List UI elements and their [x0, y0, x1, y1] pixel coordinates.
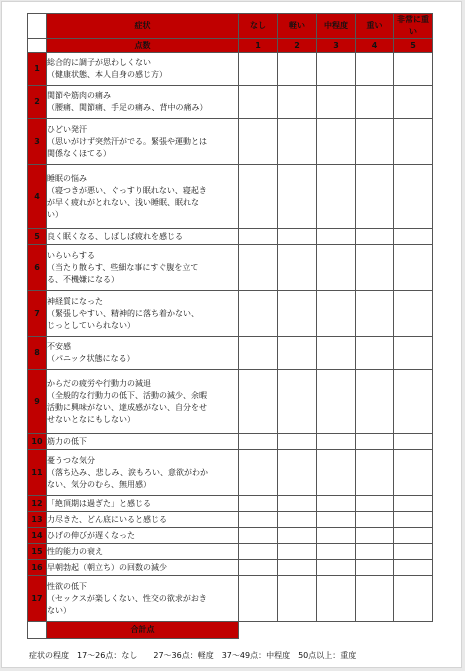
score-cell-1[interactable]: [239, 496, 278, 512]
symptom-row: [28, 337, 433, 370]
score-cell-1[interactable]: [239, 434, 278, 450]
symptom-row: [28, 576, 433, 622]
score-cell-3[interactable]: [317, 496, 356, 512]
row-number: 2: [28, 86, 47, 119]
score-cell-1[interactable]: [239, 560, 278, 576]
score-cell-5[interactable]: [394, 245, 433, 291]
score-cell-3[interactable]: [317, 434, 356, 450]
symptom-row: [28, 528, 433, 544]
symptom-description: [47, 86, 239, 119]
score-cell-3[interactable]: [317, 86, 356, 119]
symptom-row: [28, 229, 433, 245]
symptom-text-line: 力尽きた、どん底にいると感じる: [47, 514, 167, 524]
symptom-text-line: が早く疲れがとれない、浅い睡眠、眠れな: [47, 197, 199, 207]
symptom-text-line: い）: [47, 209, 63, 219]
symptom-description: [47, 245, 239, 291]
row-number: 3: [28, 119, 47, 165]
score-cell-2[interactable]: [278, 544, 317, 560]
score-cell-5[interactable]: [394, 337, 433, 370]
symptom-description: [47, 337, 239, 370]
symptom-text-line: 関係なくほてる）: [47, 148, 111, 158]
score-cell-1[interactable]: [239, 512, 278, 528]
symptom-text-line: 睡眠の悩み: [47, 173, 87, 183]
questionnaire-sheet: [1, 1, 462, 668]
symptom-row: [28, 560, 433, 576]
symptom-row: [28, 86, 433, 119]
total-label: 合計点: [47, 622, 239, 639]
score-cell-4[interactable]: [356, 119, 394, 165]
score-cell-5[interactable]: [394, 512, 433, 528]
score-cell-2[interactable]: [278, 229, 317, 245]
symptom-text-line: せないとなにもしない）: [47, 414, 135, 424]
score-5: 5: [394, 39, 433, 53]
symptom-text-line: からだの疲労や行動力の減退: [47, 378, 151, 388]
symptom-row: [28, 119, 433, 165]
symptom-text-line: 良く眠くなる、しばしば疲れを感じる: [47, 231, 183, 241]
symptom-text-line: 総合的に調子が思わしくない: [47, 58, 151, 67]
symptom-text-line: 性欲の低下: [47, 581, 87, 591]
symptom-row: [28, 165, 433, 229]
score-cell-3[interactable]: [317, 560, 356, 576]
symptom-text-line: 「絶頂期は過ぎた」と感じる: [47, 498, 151, 508]
header-symptom: 症状: [47, 14, 239, 39]
symptom-description: [47, 560, 239, 576]
score-cell-2[interactable]: [278, 370, 317, 434]
symptom-text-line: 筋力の低下: [47, 436, 87, 446]
score-cell-2[interactable]: [278, 576, 317, 622]
score-cell-4[interactable]: [356, 544, 394, 560]
symptom-description: [47, 544, 239, 560]
symptom-description: [47, 434, 239, 450]
symptom-description: [47, 53, 239, 86]
score-cell-4[interactable]: [356, 512, 394, 528]
score-cell-3[interactable]: [317, 576, 356, 622]
symptom-text-line: る、不機嫌になる）: [47, 274, 119, 284]
symptom-text-line: ない、気分のむら、無用感）: [47, 479, 151, 489]
score-cell-4[interactable]: [356, 450, 394, 496]
symptom-description: [47, 291, 239, 337]
score-cell-1[interactable]: [239, 291, 278, 337]
score-cell-2[interactable]: [278, 245, 317, 291]
score-cell-1[interactable]: [239, 576, 278, 622]
score-cell-4[interactable]: [356, 337, 394, 370]
score-cell-3[interactable]: [317, 53, 356, 86]
symptom-text-line: （思いがけず突然汗がでる。緊張や運動とは: [47, 136, 207, 146]
score-cell-2[interactable]: [278, 337, 317, 370]
score-cell-1[interactable]: [239, 86, 278, 119]
symptom-text-line: （パニック状態になる）: [47, 354, 135, 363]
symptom-row: [28, 53, 433, 86]
header-row-levels: [28, 14, 433, 39]
row-number: 8: [28, 337, 47, 370]
score-cell-3[interactable]: [317, 512, 356, 528]
score-cell-1[interactable]: [239, 337, 278, 370]
score-cell-1[interactable]: [239, 229, 278, 245]
score-cell-4[interactable]: [356, 370, 394, 434]
symptom-text-line: ひどい発汗: [47, 124, 87, 134]
score-cell-4[interactable]: [356, 528, 394, 544]
symptom-description: [47, 528, 239, 544]
score-cell-2[interactable]: [278, 86, 317, 119]
score-cell-5[interactable]: [394, 576, 433, 622]
symptom-row: [28, 291, 433, 337]
row-number: 13: [28, 512, 47, 528]
score-cell-2[interactable]: [278, 560, 317, 576]
header-row-scores: [28, 39, 433, 53]
row-number: 17: [28, 576, 47, 622]
symptom-score-table: [27, 13, 433, 639]
header-score: 点数: [47, 39, 239, 53]
score-cell-4[interactable]: [356, 165, 394, 229]
score-cell-4[interactable]: [356, 291, 394, 337]
symptom-text-line: （当たり散らす、些細な事にすぐ腹を立て: [47, 262, 199, 272]
symptom-text-line: いらいらする: [47, 250, 95, 260]
symptom-text-line: （全般的な行動力の低下、活動の減少、余暇: [47, 390, 207, 400]
row-number: 1: [28, 53, 47, 86]
score-4: 4: [356, 39, 394, 53]
score-cell-4[interactable]: [356, 560, 394, 576]
score-cell-5[interactable]: [394, 165, 433, 229]
symptom-text-line: ひげの伸びが遅くなった: [47, 530, 135, 540]
header-level-mild: 軽い: [278, 14, 317, 39]
total-row: [28, 622, 433, 639]
score-cell-1[interactable]: [239, 119, 278, 165]
symptom-row: [28, 245, 433, 291]
score-cell-3[interactable]: [317, 450, 356, 496]
symptom-row: [28, 512, 433, 528]
symptom-text-line: じっとしていられない）: [47, 320, 135, 330]
symptom-description: [47, 450, 239, 496]
header-level-moderate: 中程度: [317, 14, 356, 39]
score-cell-5[interactable]: [394, 496, 433, 512]
symptom-text-line: 活動に興味がない、達成感がない、自分をせ: [47, 402, 207, 412]
symptom-description: [47, 119, 239, 165]
score-1: 1: [239, 39, 278, 53]
score-2: 2: [278, 39, 317, 53]
score-cell-2[interactable]: [278, 165, 317, 229]
symptom-description: [47, 370, 239, 434]
score-cell-3[interactable]: [317, 528, 356, 544]
score-cell-3[interactable]: [317, 165, 356, 229]
score-cell-4[interactable]: [356, 434, 394, 450]
score-cell-5[interactable]: [394, 450, 433, 496]
row-number: 4: [28, 165, 47, 229]
row-number: 6: [28, 245, 47, 291]
row-number: 15: [28, 544, 47, 560]
score-cell-1[interactable]: [239, 53, 278, 86]
score-cell-3[interactable]: [317, 291, 356, 337]
symptom-text-line: 神経質になった: [47, 296, 103, 306]
symptom-text-line: （落ち込み、悲しみ、涙もろい、意欲がわか: [47, 467, 208, 477]
score-cell-5[interactable]: [394, 86, 433, 119]
score-cell-4[interactable]: [356, 576, 394, 622]
row-number: 12: [28, 496, 47, 512]
score-cell-2[interactable]: [278, 528, 317, 544]
score-cell-4[interactable]: [356, 229, 394, 245]
score-cell-2[interactable]: [278, 434, 317, 450]
score-cell-1[interactable]: [239, 544, 278, 560]
score-cell-5[interactable]: [394, 119, 433, 165]
score-cell-3[interactable]: [317, 370, 356, 434]
symptom-row: [28, 496, 433, 512]
score-cell-5[interactable]: [394, 560, 433, 576]
row-number: 7: [28, 291, 47, 337]
score-cell-5[interactable]: [394, 291, 433, 337]
total-empty-area: [239, 622, 433, 639]
row-number: 14: [28, 528, 47, 544]
symptom-text-line: （セックスが楽しくない、性交の欲求がおき: [47, 593, 207, 603]
score-cell-1[interactable]: [239, 165, 278, 229]
severity-legend: 症状の程度 17～26点：なし 27～36点：軽度 37～49点：中程度 50点以上：重度: [29, 651, 357, 660]
symptom-text-line: 性的能力の衰え: [47, 546, 103, 556]
symptom-text-line: （寝つきが悪い、ぐっすり眠れない、寝起き: [47, 185, 207, 195]
total-spacer: [28, 622, 47, 639]
symptom-description: [47, 496, 239, 512]
score-cell-3[interactable]: [317, 337, 356, 370]
header-level-none: なし: [239, 14, 278, 39]
symptom-text-line: 不安感: [47, 342, 71, 351]
score-cell-3[interactable]: [317, 119, 356, 165]
score-cell-5[interactable]: [394, 544, 433, 560]
symptom-text-line: ない）: [47, 605, 71, 615]
score-cell-1[interactable]: [239, 528, 278, 544]
symptom-row: [28, 370, 433, 434]
score-cell-5[interactable]: [394, 229, 433, 245]
score-cell-5[interactable]: [394, 53, 433, 86]
symptom-text-line: （緊張しやすい、精神的に落ち着かない、: [47, 308, 199, 318]
score-cell-2[interactable]: [278, 119, 317, 165]
row-number: 5: [28, 229, 47, 245]
score-cell-2[interactable]: [278, 291, 317, 337]
symptom-description: [47, 229, 239, 245]
row-number: 9: [28, 370, 47, 434]
symptom-text-line: 早朝勃起（朝立ち）の回数の減少: [47, 562, 167, 572]
symptom-text-line: 関節や筋肉の痛み: [47, 91, 111, 100]
score-cell-2[interactable]: [278, 512, 317, 528]
score-cell-1[interactable]: [239, 245, 278, 291]
symptom-row: [28, 544, 433, 560]
score-cell-2[interactable]: [278, 450, 317, 496]
score-cell-5[interactable]: [394, 528, 433, 544]
score-cell-2[interactable]: [278, 53, 317, 86]
score-cell-3[interactable]: [317, 229, 356, 245]
score-cell-3[interactable]: [317, 245, 356, 291]
score-cell-1[interactable]: [239, 370, 278, 434]
symptom-row: [28, 450, 433, 496]
row-number: 10: [28, 434, 47, 450]
score-cell-4[interactable]: [356, 53, 394, 86]
header-level-very-severe: 非常に重い: [394, 14, 433, 39]
header-level-severe: 重い: [356, 14, 394, 39]
symptom-row: [28, 434, 433, 450]
score-cell-4[interactable]: [356, 496, 394, 512]
score-cell-3[interactable]: [317, 544, 356, 560]
row-number: 11: [28, 450, 47, 496]
row-number: 16: [28, 560, 47, 576]
score-cell-1[interactable]: [239, 450, 278, 496]
score-cell-5[interactable]: [394, 370, 433, 434]
symptom-description: [47, 512, 239, 528]
header-corner: [28, 39, 47, 53]
score-3: 3: [317, 39, 356, 53]
header-corner: [28, 14, 47, 39]
score-cell-4[interactable]: [356, 245, 394, 291]
score-cell-2[interactable]: [278, 496, 317, 512]
symptom-description: [47, 165, 239, 229]
score-cell-5[interactable]: [394, 434, 433, 450]
symptom-description: [47, 576, 239, 622]
symptom-text-line: 憂うつな気分: [47, 455, 95, 465]
symptom-text-line: （健康状態、本人自身の感じ方）: [47, 70, 167, 79]
symptom-text-line: （腰痛、関節痛、手足の痛み、背中の痛み）: [47, 103, 208, 112]
score-cell-4[interactable]: [356, 86, 394, 119]
